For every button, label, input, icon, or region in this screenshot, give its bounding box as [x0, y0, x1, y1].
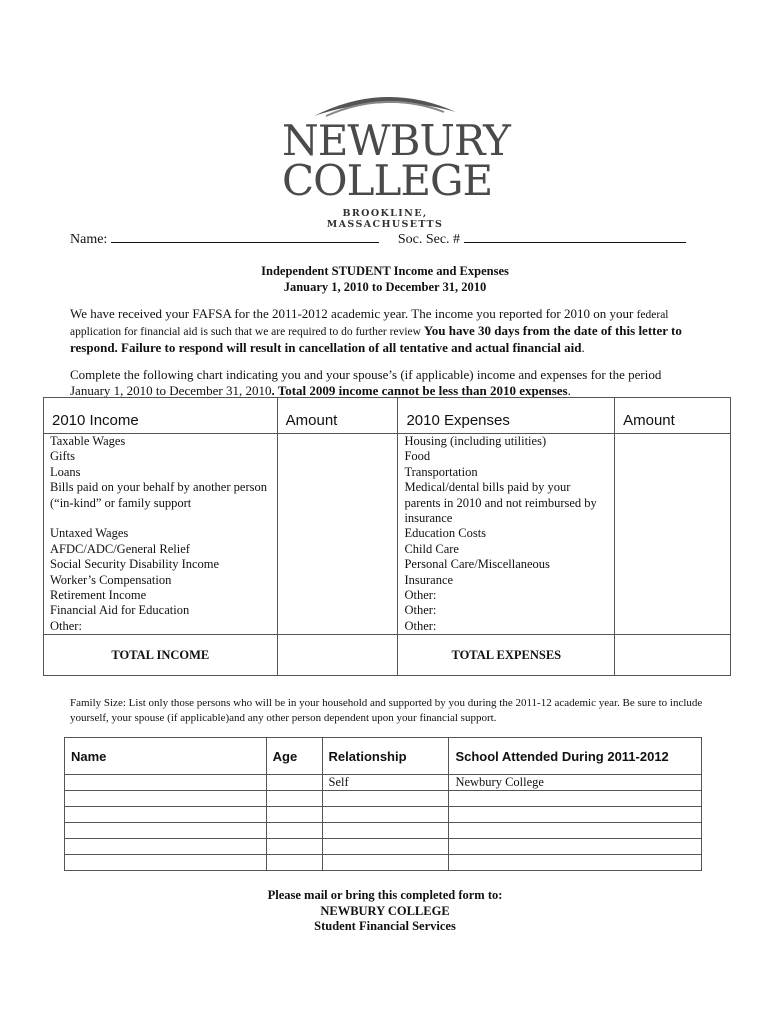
member-age-cell[interactable]	[266, 791, 322, 807]
member-school-cell[interactable]	[449, 791, 702, 807]
family-table-header-row	[65, 738, 702, 775]
form-title: Independent STUDENT Income and Expenses	[261, 264, 509, 278]
expense-item: Food	[404, 449, 431, 464]
logo-location: BROOKLINE, MASSACHUSETTS	[326, 208, 444, 230]
totals-row	[44, 635, 731, 676]
mailing-line-2: NEWBURY COLLEGE	[320, 903, 450, 918]
income-header: 2010 Income	[44, 398, 278, 434]
expense-item: Child Care	[404, 541, 459, 556]
ssn-field[interactable]	[464, 230, 686, 243]
family-member-row	[65, 807, 702, 823]
family-member-row	[65, 823, 702, 839]
expense-item: insurance	[404, 511, 453, 526]
logo-line-1: NEWBURY	[282, 116, 510, 165]
member-school-cell[interactable]	[449, 855, 702, 871]
name-ssn-line	[70, 230, 690, 248]
income-item	[44, 511, 277, 526]
income-item: Other:	[50, 618, 82, 633]
ssn-label: Soc. Sec. #	[397, 232, 461, 247]
income-item: Gifts	[50, 449, 75, 464]
member-name-cell[interactable]	[65, 855, 267, 871]
expense-item: Housing (including utilities)	[404, 434, 547, 448]
expense-item: Personal Care/Miscellaneous	[404, 557, 550, 572]
expenses-header: 2010 Expenses	[398, 398, 615, 434]
instructions-text: Complete the following chart indicating you and your spouse’s (if applicable) income and expenses for the period January 1, 2010 to December 31, 2010	[70, 367, 662, 398]
expense-item: Education Costs	[404, 526, 487, 541]
member-name-cell[interactable]	[65, 791, 267, 807]
expense-item: parents in 2010 and not reimbursed by	[404, 495, 597, 510]
family-member-row	[65, 855, 702, 871]
member-name-cell[interactable]	[65, 823, 267, 839]
family-member-row	[65, 839, 702, 855]
income-table-header-row	[44, 398, 731, 434]
name-field[interactable]	[111, 230, 379, 243]
family-school-header: School Attended During 2011-2012	[449, 738, 702, 775]
family-age-header: Age	[266, 738, 322, 775]
total-expenses-amount[interactable]	[615, 635, 731, 676]
total-expenses-label: TOTAL EXPENSES	[398, 635, 615, 676]
form-period: January 1, 2010 to December 31, 2010	[283, 280, 487, 294]
member-age-cell[interactable]	[266, 775, 322, 791]
income-amount-header: Amount	[277, 398, 398, 434]
logo-arc-icon	[310, 86, 460, 118]
income-expenses-table	[43, 397, 731, 676]
income-item: Financial Aid for Education	[50, 603, 190, 618]
income-item: (“in-kind” or family support	[50, 495, 192, 510]
income-item: AFDC/ADC/General Relief	[50, 541, 190, 556]
family-relationship-header: Relationship	[322, 738, 449, 775]
member-name-cell[interactable]	[65, 839, 267, 855]
member-relationship-cell[interactable]	[322, 839, 449, 855]
family-name-header: Name	[65, 738, 267, 775]
income-item: Retirement Income	[50, 588, 147, 603]
member-name-cell[interactable]	[65, 807, 267, 823]
member-relationship-cell[interactable]	[322, 855, 449, 871]
logo-line-2: COLLEGE	[282, 156, 493, 205]
income-item: Taxable Wages	[50, 434, 126, 448]
family-size-note: Family Size: List only those persons who will be in your household and supported by you during the 2011-12 academic year. Be sure to include yourself, your spouse (if applicable)and any other person dependent upon your financial support.	[70, 697, 703, 724]
member-age-cell[interactable]	[266, 855, 322, 871]
income-item: Loans	[50, 464, 81, 479]
expense-item: Transportation	[404, 464, 478, 479]
total-income-amount[interactable]	[277, 635, 398, 676]
expense-item: Medical/dental bills paid by your	[404, 480, 571, 495]
expense-item: Insurance	[404, 572, 454, 587]
expense-amount-cell[interactable]	[615, 434, 731, 635]
family-member-row	[65, 791, 702, 807]
instructions-dot: .	[271, 383, 275, 398]
income-item: Bills paid on your behalf by another person	[50, 480, 267, 495]
family-member-row	[65, 775, 702, 791]
member-age-cell[interactable]	[266, 839, 322, 855]
intro-deadline-text: You have 30 days from the date of this letter to respond. Failure to respond will result in cancellation of all tentative and actual financial aid	[70, 323, 682, 355]
member-relationship-cell[interactable]	[322, 807, 449, 823]
income-item: Worker’s Compensation	[50, 572, 172, 587]
expense-item: Other:	[404, 618, 437, 633]
expense-item: Other:	[404, 603, 437, 618]
income-item: Untaxed Wages	[50, 526, 129, 541]
income-table-body-row	[44, 434, 731, 635]
income-item: Social Security Disability Income	[50, 557, 220, 572]
mailing-line-3: Student Financial Services	[314, 919, 456, 933]
member-relationship-cell[interactable]: Self	[322, 775, 449, 791]
member-school-cell[interactable]: Newbury College	[449, 775, 702, 791]
expenses-amount-header: Amount	[615, 398, 731, 434]
instructions-end: .	[567, 383, 571, 398]
member-age-cell[interactable]	[266, 807, 322, 823]
income-amount-cell[interactable]	[277, 434, 398, 635]
member-relationship-cell[interactable]	[322, 791, 449, 807]
family-table	[64, 737, 702, 871]
intro-small-text: application for financial aid is such that we are required to do further review	[70, 326, 424, 338]
expense-item: Other:	[404, 588, 437, 603]
intro-paragraph	[70, 306, 700, 356]
college-logo	[282, 86, 510, 230]
member-relationship-cell[interactable]	[322, 823, 449, 839]
expense-items-cell	[398, 434, 615, 635]
member-school-cell[interactable]	[449, 807, 702, 823]
member-name-cell[interactable]	[65, 775, 267, 791]
member-school-cell[interactable]	[449, 839, 702, 855]
mailing-line-1: Please mail or bring this completed form to:	[267, 888, 503, 902]
intro-federal: federal	[636, 309, 669, 321]
mailing-instructions	[0, 888, 770, 935]
total-income-label: TOTAL INCOME	[44, 635, 278, 676]
instructions-bold-text: Total 2009 income cannot be less than 2010 expenses	[274, 383, 568, 398]
member-age-cell[interactable]	[266, 823, 322, 839]
intro-sentence: We have received your FAFSA for the 2011-2012 academic year. The income you reported for 2010 on your	[70, 306, 637, 321]
instructions-paragraph	[70, 367, 700, 399]
intro-end: .	[581, 340, 585, 355]
name-label: Name:	[70, 232, 108, 247]
member-school-cell[interactable]	[449, 823, 702, 839]
income-items-cell	[44, 434, 278, 635]
